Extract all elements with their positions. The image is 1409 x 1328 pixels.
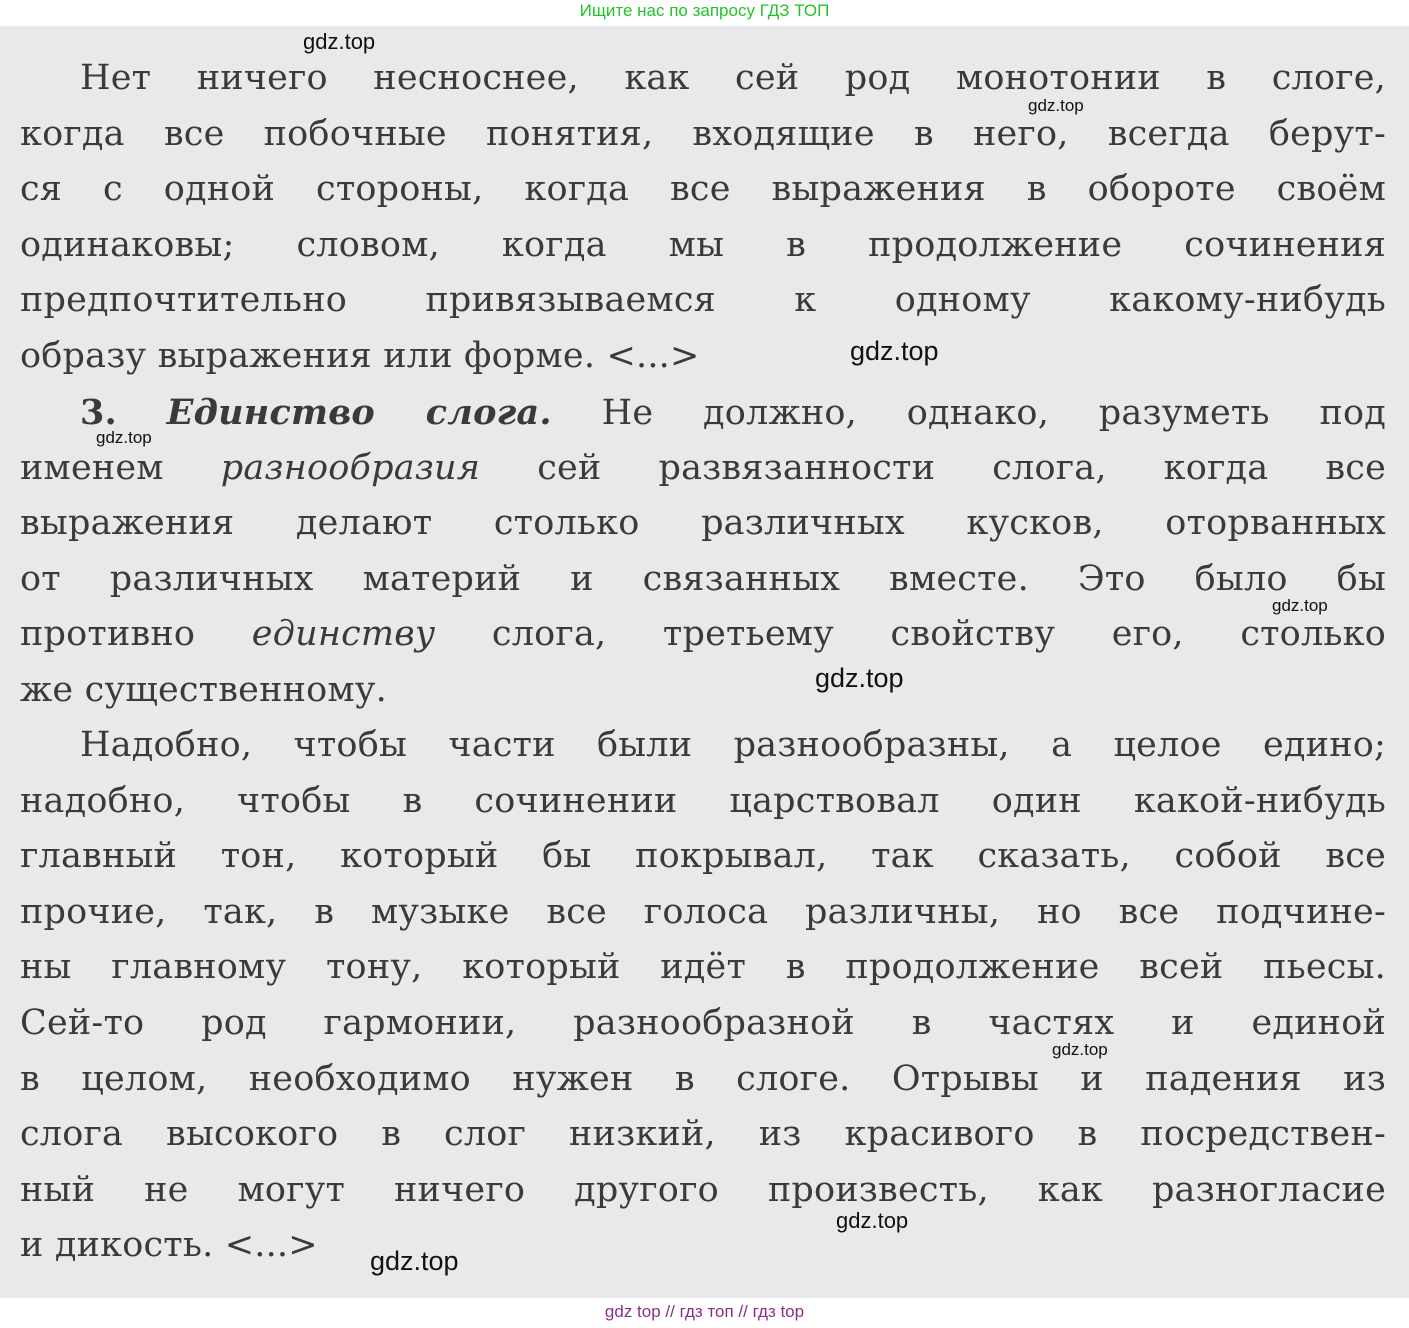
text-line: ны главному тону, который идёт в продолжение всей пьесы.: [20, 947, 1386, 988]
italic-term: разнообразия: [220, 447, 481, 488]
text-line: одинаковы; словом, когда мы в продолжение сочинения: [20, 224, 1386, 265]
text-line: надобно, чтобы в сочинении царствовал один какой-нибудь: [20, 780, 1386, 821]
watermark: gdz.top: [815, 663, 904, 693]
watermark: gdz.top: [96, 428, 152, 447]
section-heading: Единство слога.: [166, 392, 552, 433]
text-line: и дикость. <...>: [20, 1225, 318, 1266]
text-line: в целом, необходимо нужен в слоге. Отрывы и падения из: [20, 1058, 1386, 1099]
textbook-page: [0, 26, 1409, 1298]
text-fragment: противно: [20, 614, 196, 655]
paragraph-3: [20, 718, 1386, 1274]
text-line: от различных материй и связанных вместе. Это было бы: [20, 558, 1386, 599]
text-line: слога высокого в слог низкий, из красивого в посредствен-: [20, 1114, 1386, 1155]
text-fragment: Не должно, однако, разуметь под: [601, 393, 1386, 433]
italic-term: единству: [251, 614, 436, 655]
top-banner[interactable]: Ищите нас по запросу ГДЗ ТОП: [579, 1, 830, 20]
text-fragment: сей развязанности слога, когда все: [537, 447, 1387, 488]
watermark: gdz.top: [850, 336, 939, 366]
text-line: выражения делают столько различных кусков, оторванных: [20, 503, 1386, 544]
text-line: же существенному.: [20, 669, 387, 710]
text-fragment: именем: [20, 447, 164, 488]
text-line: Сей-то род гармонии, разнообразной в частях и единой: [20, 1002, 1386, 1043]
section-number: 3.: [80, 392, 117, 433]
watermark: gdz.top: [370, 1246, 459, 1276]
paragraph-2: [20, 385, 1386, 719]
text-line: когда все побочные понятия, входящие в него, всегда берут-: [20, 113, 1386, 154]
text-line: [20, 385, 1386, 441]
text-line: ся с одной стороны, когда все выражения в обороте своём: [20, 169, 1386, 210]
text-line: ный не могут ничего другого произвесть, как разногласие: [20, 1169, 1386, 1210]
text-line: предпочтительно привязываемся к одному какому-нибудь: [20, 280, 1386, 321]
text-line: прочие, так, в музыке все голоса различны, но все подчине-: [20, 891, 1386, 932]
watermark: gdz.top: [303, 29, 376, 54]
text-line: [20, 441, 1386, 497]
watermark: gdz.top: [1028, 96, 1084, 115]
text-fragment: слога, третьему свойству его, столько: [491, 614, 1386, 655]
text-line: главный тон, который бы покрывал, так сказать, собой все: [20, 836, 1386, 877]
watermark: gdz.top: [1052, 1040, 1108, 1059]
text-line: [20, 607, 1386, 663]
paragraph-1: [20, 51, 1386, 385]
bottom-banner[interactable]: gdz top // гдз топ // гдз top: [604, 1302, 805, 1321]
text-line: Нет ничего несноснее, как сей род монотонии в слоге,: [80, 58, 1386, 98]
text-line: Надобно, чтобы части были разнообразны, а целое едино;: [80, 725, 1386, 765]
watermark: gdz.top: [836, 1208, 909, 1233]
watermark: gdz.top: [1272, 596, 1328, 615]
text-line: образу выражения или форме. <...>: [20, 335, 700, 376]
